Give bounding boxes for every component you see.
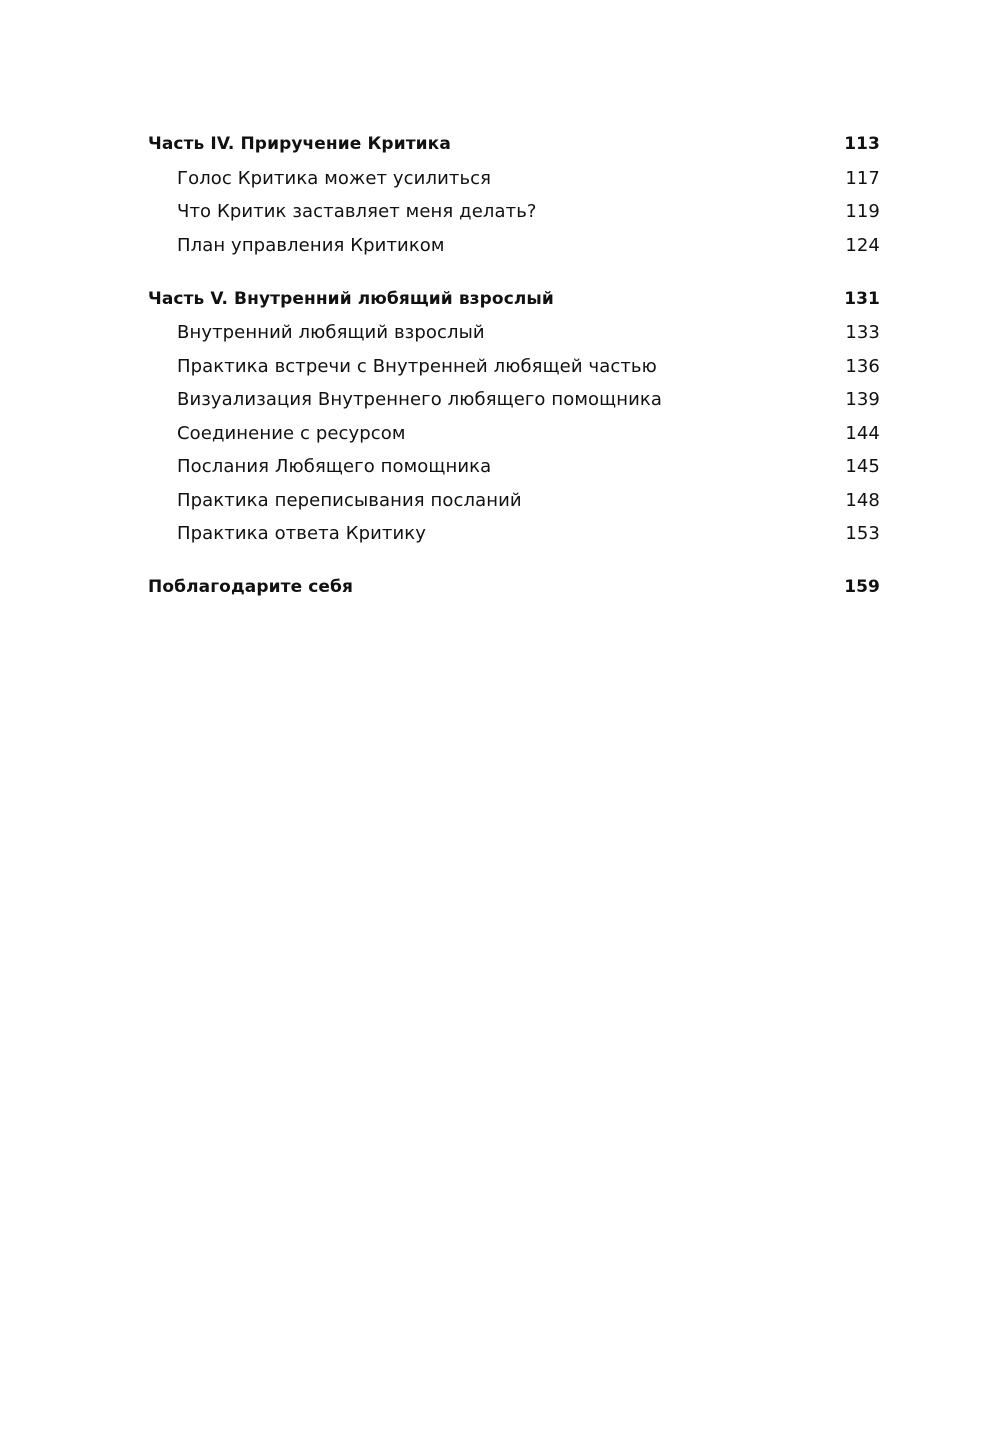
toc-entry [148,450,880,484]
toc-page-number: 145 [845,456,880,477]
toc-entry-title: Практика встречи с Внутренней любящей частью [177,355,657,377]
toc-page-number: 113 [844,134,880,154]
toc-entry-title: Практика переписывания посланий [177,489,522,511]
toc-part-title: Часть IV. Приручение Критика [148,134,451,154]
toc-entry-title: Голос Критика может усилиться [177,167,492,189]
toc-page-number: 136 [845,355,880,377]
toc-page-number: 124 [845,234,880,256]
toc-entry-title: Внутренний любящий взрослый [177,322,485,343]
toc-entry-title: План управления Критиком [177,234,445,256]
toc-page-number: 139 [845,389,880,410]
toc-entry [148,162,880,196]
table-of-contents [148,128,880,605]
toc-page-number: 144 [845,422,880,444]
toc-page-number: 131 [844,288,880,309]
toc-entry-title: Соединение с ресурсом [177,422,406,444]
toc-entry [148,195,880,229]
toc-part-entry [148,571,880,605]
toc-entry [148,517,880,551]
toc-entry-title: Практика ответа Критику [177,523,426,544]
toc-entry [148,316,880,350]
toc-page-number: 133 [845,322,880,343]
toc-entry [148,484,880,518]
toc-page-number: 119 [845,201,880,222]
toc-part-entry [148,283,880,317]
toc-entry [148,383,880,417]
toc-page-number: 153 [845,523,880,544]
section-spacer [148,262,880,283]
toc-page-number: 148 [845,489,880,511]
toc-page-number: 117 [845,167,880,189]
toc-part-entry [148,128,880,162]
toc-page-number: 159 [844,577,880,597]
toc-entry [148,350,880,384]
toc-part-title: Поблагодарите себя [148,577,354,597]
toc-part-title: Часть V. Внутренний любящий взрослый [148,288,554,309]
toc-entry-title: Визуализация Внутреннего любящего помощника [177,389,662,410]
toc-entry [148,417,880,451]
section-spacer [148,551,880,572]
toc-entry [148,229,880,263]
toc-entry-title: Послания Любящего помощника [177,456,492,477]
toc-entry-title: Что Критик заставляет меня делать? [177,201,537,222]
